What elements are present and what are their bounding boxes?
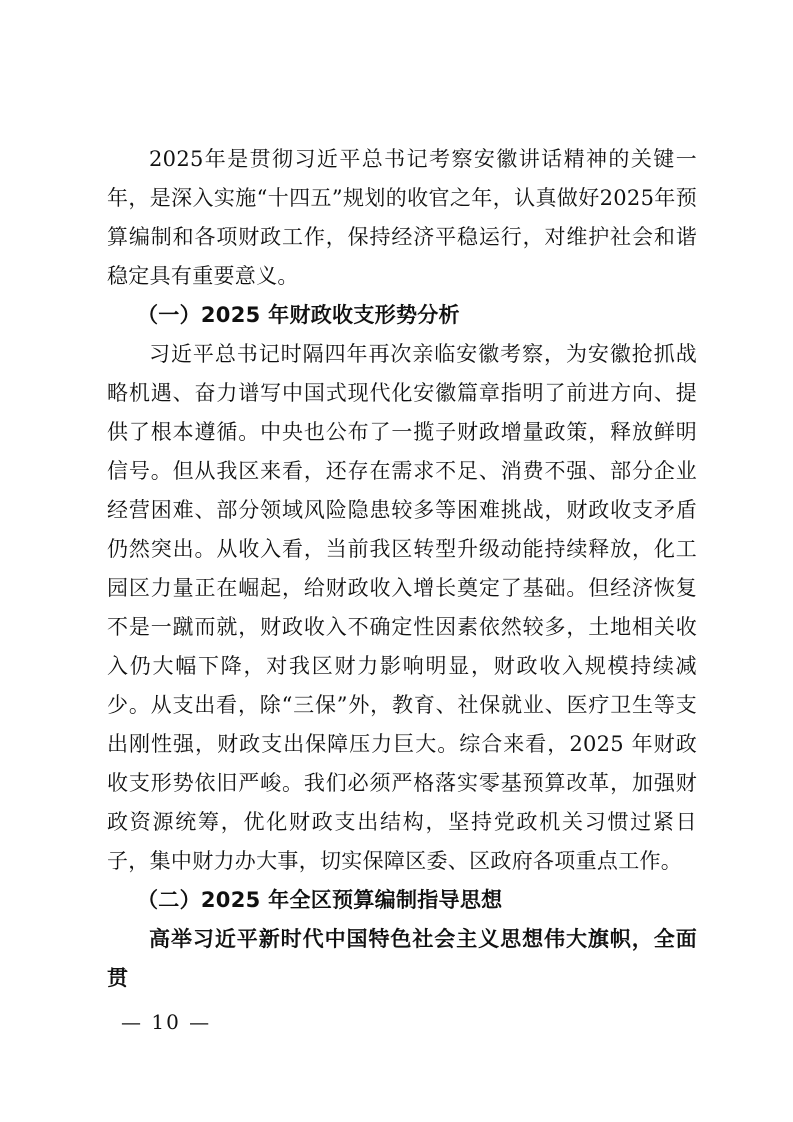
section-heading-fiscal-situation: （一）2025 年财政收支形势分析 xyxy=(137,303,460,327)
paragraph-intro: 2025年是贯彻习近平总书记考察安徽讲话精神的关键一年，是深入实施“十四五”规划的收官之年，认真做好2025年预算编制和各项财政工作，保持经济平稳运行，对维护社会和谐稳定具有重要意义。 xyxy=(107,147,697,288)
paragraph-fiscal-situation: 习近平总书记时隔四年再次亲临安徽考察，为安徽抢抓战略机遇、奋力谱写中国式现代化安徽篇章指明了前进方向、提供了根本遵循。中央也公布了一揽子财政增量政策，释放鲜明信号。但从我区来看，还存在需求不足、消费不强、部分企业经营困难、部分领域风险隐患较多等困难挑战，财政收支矛盾仍然突出。从收入看，当前我区转型升级动能持续释放，化工园区力量正在崛起，给财政收入增长奠定了基础。但经济恢复不是一蹴而就，财政收入不确定性因素依然较多，土地相关收入仍大幅下降，对我区财力影响明显，财政收入规模持续减少。从支出看，除“三保”外，教育、社保就业、医疗卫生等支出刚性强，财政支出保障压力巨大。综合来看，2025 年财政收支形势依旧严峻。我们必须严格落实零基预算改革，加强财政资源统筹，优化财政支出结构，坚持党政机关习惯过紧日子，集中财力办大事，切实保障区委、区政府各项重点工作。 xyxy=(107,342,697,873)
section-heading-guiding-ideology: （二）2025 年全区预算编制指导思想 xyxy=(137,888,503,912)
page-number: — 10 — xyxy=(121,1010,212,1034)
document-body xyxy=(107,140,697,998)
paragraph-guiding-ideology: 高举习近平新时代中国特色社会主义思想伟大旗帜，全面贯 xyxy=(107,927,697,990)
